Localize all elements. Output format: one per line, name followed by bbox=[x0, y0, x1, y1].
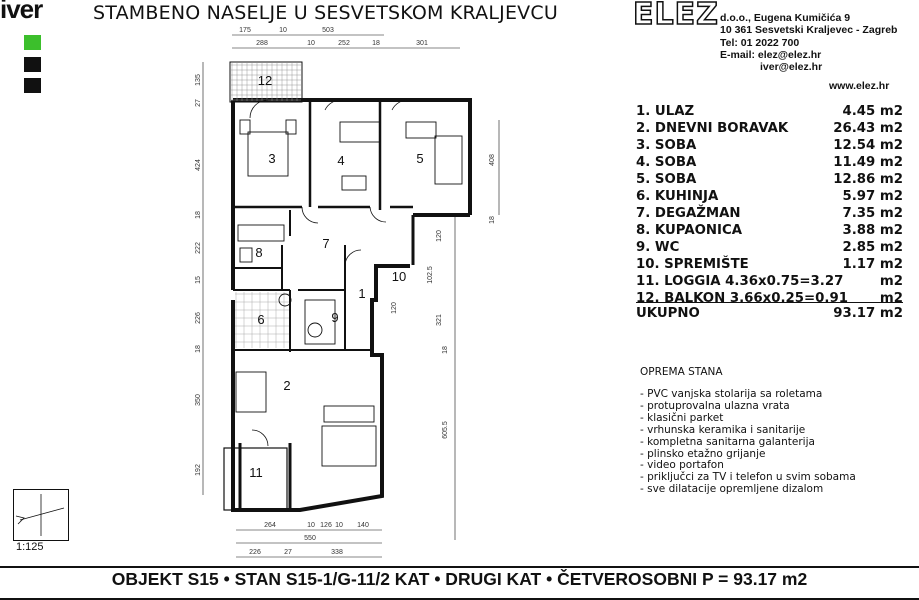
room-number-1: 1 bbox=[358, 286, 366, 301]
company-city: 10 361 Sesvetski Kraljevec - Zagreb bbox=[720, 24, 898, 37]
dimension-label: 102.5 bbox=[427, 266, 434, 284]
room-row: 9. WC 2.85 m2 bbox=[636, 240, 903, 255]
room-number-6: 6 bbox=[257, 312, 265, 327]
room-number-2: 2 bbox=[283, 378, 291, 393]
list-item: - vrhunska keramika i sanitarije bbox=[640, 423, 806, 436]
company-logo: ELEZ bbox=[633, 0, 719, 32]
room-number-3: 3 bbox=[268, 151, 276, 166]
black-square bbox=[24, 57, 41, 72]
dimension-label: 18 bbox=[442, 346, 449, 354]
scale-label: 1:125 bbox=[16, 541, 44, 553]
dimension-label: 18 bbox=[372, 40, 380, 47]
room-row: 11. LOGGIA 4.36x0.75=3.27 m2 bbox=[636, 274, 903, 289]
list-item: - klasični parket bbox=[640, 411, 724, 424]
room-row: 2. DNEVNI BORAVAK 26.43 m2 bbox=[636, 121, 903, 136]
room-number-7: 7 bbox=[322, 236, 330, 251]
dimension-label: 226 bbox=[195, 312, 202, 324]
dimension-label: 10 bbox=[307, 40, 315, 47]
company-phone: Tel: 01 2022 700 bbox=[720, 36, 800, 49]
company-email-2: iver@elez.hr bbox=[760, 61, 823, 74]
black-square bbox=[24, 78, 41, 93]
dimension-label: 226 bbox=[249, 549, 261, 556]
dimension-label: 27 bbox=[195, 99, 202, 107]
equipment-title: OPREMA STANA bbox=[640, 366, 723, 378]
room-row: 1. ULAZ 4.45 m2 bbox=[636, 104, 903, 119]
dimension-label: 252 bbox=[338, 40, 350, 47]
room-number-12: 12 bbox=[257, 73, 273, 88]
dimension-label: 288 bbox=[256, 40, 268, 47]
dimension-label: 15 bbox=[195, 276, 202, 284]
room-row: 8. KUPAONICA 3.88 m2 bbox=[636, 223, 903, 238]
dimension-label: 120 bbox=[436, 230, 443, 242]
dimension-label: 350 bbox=[195, 394, 202, 406]
company-address: d.o.o., Eugena Kumičića 9 bbox=[720, 12, 851, 24]
dimension-label: 126 bbox=[320, 522, 332, 529]
room-row: 3. SOBA 12.54 m2 bbox=[636, 138, 903, 153]
room-number-8: 8 bbox=[255, 245, 263, 260]
room-row: 6. KUHINJA 5.97 m2 bbox=[636, 189, 903, 204]
dimension-label: 338 bbox=[331, 549, 343, 556]
dimension-label: 605.5 bbox=[442, 421, 449, 439]
room-row: 5. SOBA 12.86 m2 bbox=[636, 172, 903, 187]
dimension-label: 264 bbox=[264, 522, 276, 529]
room-number-4: 4 bbox=[337, 153, 345, 168]
dimension-label: 18 bbox=[195, 211, 202, 219]
dimension-label: 503 bbox=[322, 27, 334, 34]
dimension-label: 175 bbox=[239, 27, 251, 34]
dimension-label: 424 bbox=[195, 159, 202, 171]
total-value: 93.17 m2 bbox=[833, 306, 903, 321]
dimension-label: 301 bbox=[416, 40, 428, 47]
dimension-label: 192 bbox=[195, 464, 202, 476]
north-arrow-icon bbox=[13, 489, 69, 541]
dimension-label: 18 bbox=[489, 216, 496, 224]
total-divider bbox=[636, 302, 903, 303]
company-website: www.elez.hr bbox=[829, 80, 890, 92]
total-row bbox=[636, 306, 903, 321]
dimension-label: 550 bbox=[304, 535, 316, 542]
list-item: - kompletna sanitarna galanterija bbox=[640, 435, 815, 448]
dimension-label: 27 bbox=[284, 549, 292, 556]
dimension-label: 10 bbox=[279, 27, 287, 34]
dimension-label: 140 bbox=[357, 522, 369, 529]
dimension-label: 222 bbox=[195, 242, 202, 254]
total-label: UKUPNO bbox=[636, 306, 700, 321]
dimension-label: 321 bbox=[436, 314, 443, 326]
floor-plan bbox=[180, 20, 510, 565]
room-number-5: 5 bbox=[416, 151, 424, 166]
list-item: - PVC vanjska stolarija sa roletama bbox=[640, 388, 823, 400]
list-item: - protuprovalna ulazna vrata bbox=[640, 399, 790, 412]
dimension-label: 135 bbox=[195, 74, 202, 86]
list-item: - sve dilatacije opremljene dizalom bbox=[640, 483, 824, 496]
company-contact bbox=[720, 12, 897, 73]
room-number-11: 11 bbox=[249, 465, 263, 480]
brand-logo: iver bbox=[0, 0, 43, 24]
room-list bbox=[636, 103, 903, 307]
footer-title: OBJEKT S15 • STAN S15-1/G-11/2 KAT • DRUGI KAT • ČETVEROSOBNI P = 93.17 m2 bbox=[111, 569, 808, 589]
dimension-label: 408 bbox=[489, 154, 496, 166]
list-item: - plinsko etažno grijanje bbox=[640, 447, 766, 460]
company-email: E-mail: elez@elez.hr bbox=[720, 48, 822, 61]
page-title: STAMBENO NASELJE U SESVETSKOM KRALJEVCU bbox=[93, 2, 558, 24]
room-row: 4. SOBA 11.49 m2 bbox=[636, 155, 903, 170]
dimension-label: 120 bbox=[391, 302, 398, 314]
dimension-label: 10 bbox=[307, 522, 315, 529]
room-number-9: 9 bbox=[331, 310, 339, 325]
room-number-10: 10 bbox=[391, 269, 407, 284]
room-row: 12. BALKON 3.66x0.25=0.91 m2 bbox=[636, 291, 903, 306]
green-square bbox=[24, 35, 41, 50]
dimension-label: 10 bbox=[335, 522, 343, 529]
list-item: - video portafon bbox=[640, 459, 724, 472]
dimension-label: 18 bbox=[195, 345, 202, 353]
room-row: 7. DEGAŽMAN 7.35 m2 bbox=[636, 206, 903, 221]
room-row: 10. SPREMIŠTE 1.17 m2 bbox=[636, 257, 903, 272]
list-item: - priključci za TV i telefon u svim sobama bbox=[640, 471, 856, 484]
equipment-list bbox=[640, 389, 856, 496]
